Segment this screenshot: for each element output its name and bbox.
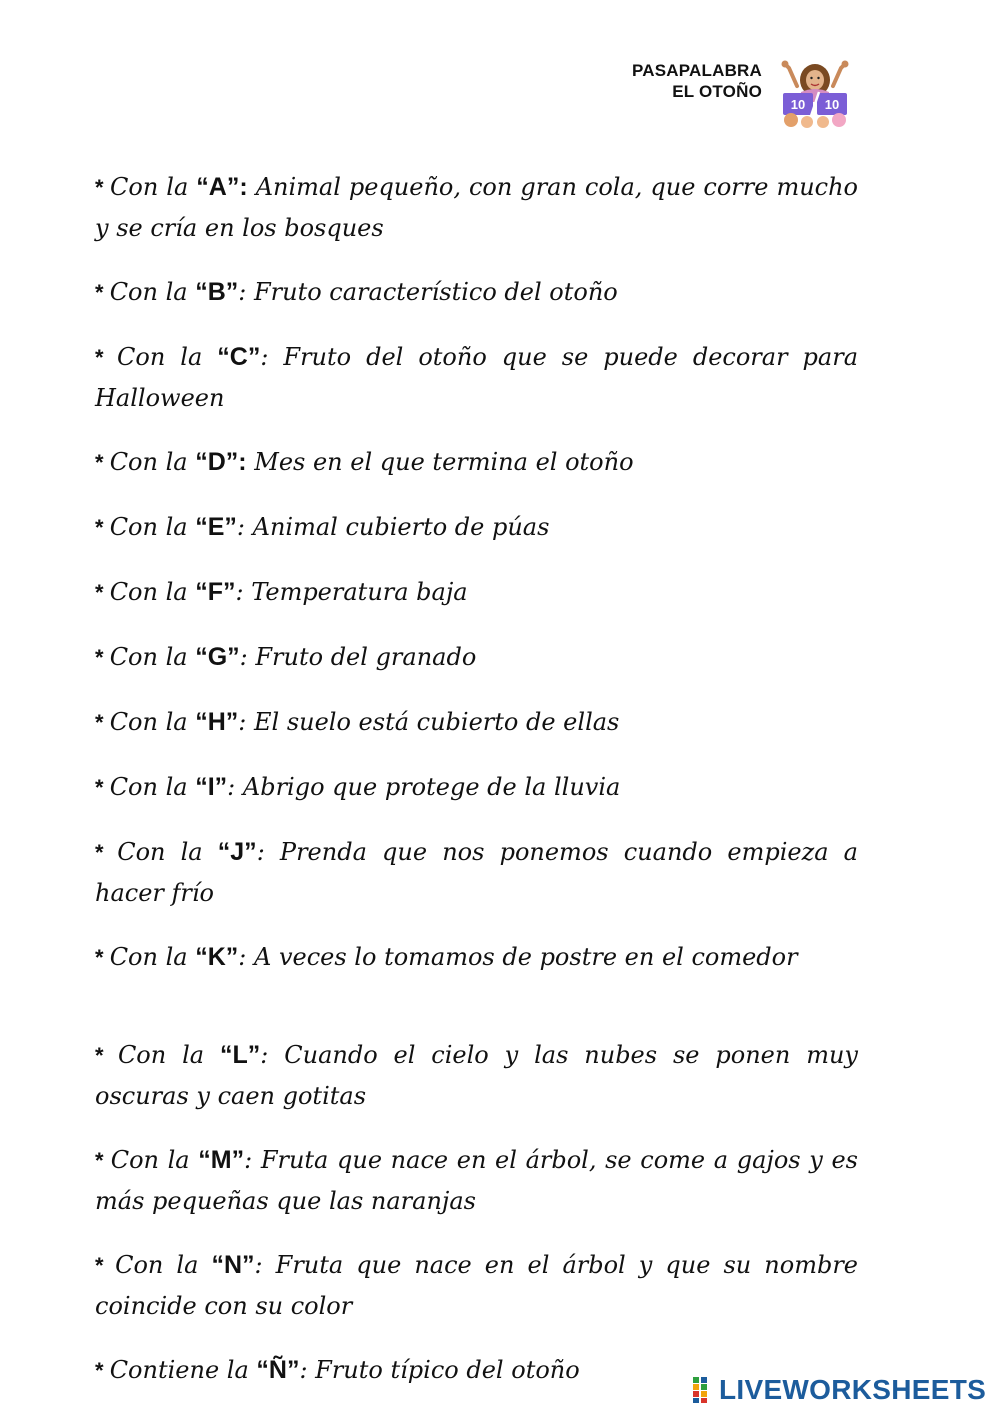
liveworksheets-logo-icon [693, 1377, 715, 1403]
sign-left-text: 10 [790, 97, 806, 112]
clue-letter: “D”: [195, 448, 247, 476]
clue-text: : Fruta que nace en el árbol y que su nombre coincide con su color [95, 1251, 858, 1320]
clue-letter: “J” [217, 838, 257, 866]
document-title: PASAPALABRA [631, 61, 762, 80]
sign-right-text: 10 [824, 97, 840, 112]
clue-g: * Con la “G”: Fruto del granado [95, 643, 477, 671]
clue-prefix: Con la [110, 173, 189, 201]
clue-prefix: Con la [109, 943, 188, 971]
clue-text: : Fruto del granado [239, 643, 477, 671]
clue-letter: “H” [195, 708, 239, 736]
clue-enye: * Contiene la “Ñ”: Fruto típico del otoño [95, 1356, 580, 1384]
clue-prefix: Con la [110, 1146, 190, 1174]
clue-prefix: Con la [109, 578, 188, 606]
clue-text: : Prenda que nos ponemos cuando empieza a hacer frío [95, 838, 858, 907]
clue-letter: “G” [195, 643, 240, 671]
clue-letter: “A”: [196, 173, 248, 201]
bitmoji-teacher-icon [777, 56, 853, 130]
clue-text: Mes en el que termina el otoño [254, 448, 634, 476]
clue-text: : El suelo está cubierto de ellas [238, 708, 620, 736]
clue-prefix: Con la [117, 343, 203, 371]
clue-prefix: Con la [109, 708, 188, 736]
clue-text: : Fruto del otoño que se puede decorar para Halloween [95, 343, 859, 412]
clue-c: * Con la “C”: Fruto del otoño que se puede decorar para Halloween [95, 343, 859, 412]
clue-prefix: Con la [117, 1041, 205, 1069]
clue-a: * Con la “A”: Animal pequeño, con gran cola, que corre mucho y se cría en los bosques [95, 173, 859, 242]
clue-list [95, 143, 858, 1407]
clue-prefix: Con la [109, 773, 188, 801]
document-header [632, 60, 762, 102]
clue-text: : Animal cubierto de púas [236, 513, 550, 541]
clue-letter: “F” [195, 578, 236, 606]
clue-n: * Con la “N”: Fruta que nace en el árbol y que su nombre coincide con su color [95, 1251, 858, 1320]
clue-l: * Con la “L”: Cuando el cielo y las nubes se ponen muy oscuras y caen gotitas [95, 1041, 858, 1110]
clue-text: : Cuando el cielo y las nubes se ponen muy oscuras y caen gotitas [95, 1041, 858, 1110]
clue-prefix: Con la [117, 838, 203, 866]
clue-text: Animal pequeño, con gran cola, que corre mucho y se cría en los bosques [95, 173, 859, 242]
clue-letter: “C” [217, 343, 261, 371]
clue-prefix: Con la [109, 278, 188, 306]
clue-letter: “B” [195, 278, 239, 306]
clue-text: : Temperatura baja [235, 578, 468, 606]
clue-f: * Con la “F”: Temperatura baja [95, 578, 468, 606]
clue-d: * Con la “D”: Mes en el que termina el otoño [95, 448, 634, 476]
clue-text: : Abrigo que protege de la lluvia [227, 773, 621, 801]
clue-letter: “E” [195, 513, 237, 541]
clue-letter: “N” [211, 1251, 255, 1279]
clue-letter: “I” [195, 773, 228, 801]
clue-prefix: Con la [115, 1251, 199, 1279]
clue-letter: “L” [219, 1041, 261, 1069]
clue-j: * Con la “J”: Prenda que nos ponemos cuando empieza a hacer frío [95, 838, 858, 907]
clue-k: * Con la “K”: A veces lo tomamos de postre en el comedor [95, 943, 798, 971]
clue-i: * Con la “I”: Abrigo que protege de la lluvia [95, 773, 621, 801]
clue-m: * Con la “M”: Fruta que nace en el árbol, se come a gajos y es más pequeñas que las naranjas [95, 1146, 858, 1215]
clue-text: : Fruto característico del otoño [238, 278, 618, 306]
clue-prefix: Con la [109, 513, 188, 541]
clue-prefix: Con la [109, 448, 188, 476]
document-subtitle: EL OTOÑO [672, 82, 762, 101]
clue-letter: “K” [195, 943, 239, 971]
clue-prefix: Contiene la [109, 1356, 249, 1384]
clue-text: : Fruta que nace en el árbol, se come a gajos y es más pequeñas que las naranjas [95, 1146, 858, 1215]
clue-h: * Con la “H”: El suelo está cubierto de ellas [95, 708, 620, 736]
clue-prefix: Con la [109, 643, 188, 671]
clue-b: * Con la “B”: Fruto característico del otoño [95, 278, 618, 306]
liveworksheets-brand [693, 1374, 986, 1406]
clue-text: : Fruto típico del otoño [299, 1356, 580, 1384]
clue-letter: “Ñ” [256, 1356, 300, 1384]
brand-text: LIVEWORKSHEETS [719, 1374, 987, 1405]
clue-letter: “M” [198, 1146, 245, 1174]
clue-text: : A veces lo tomamos de postre en el comedor [238, 943, 798, 971]
clue-e: * Con la “E”: Animal cubierto de púas [95, 513, 550, 541]
